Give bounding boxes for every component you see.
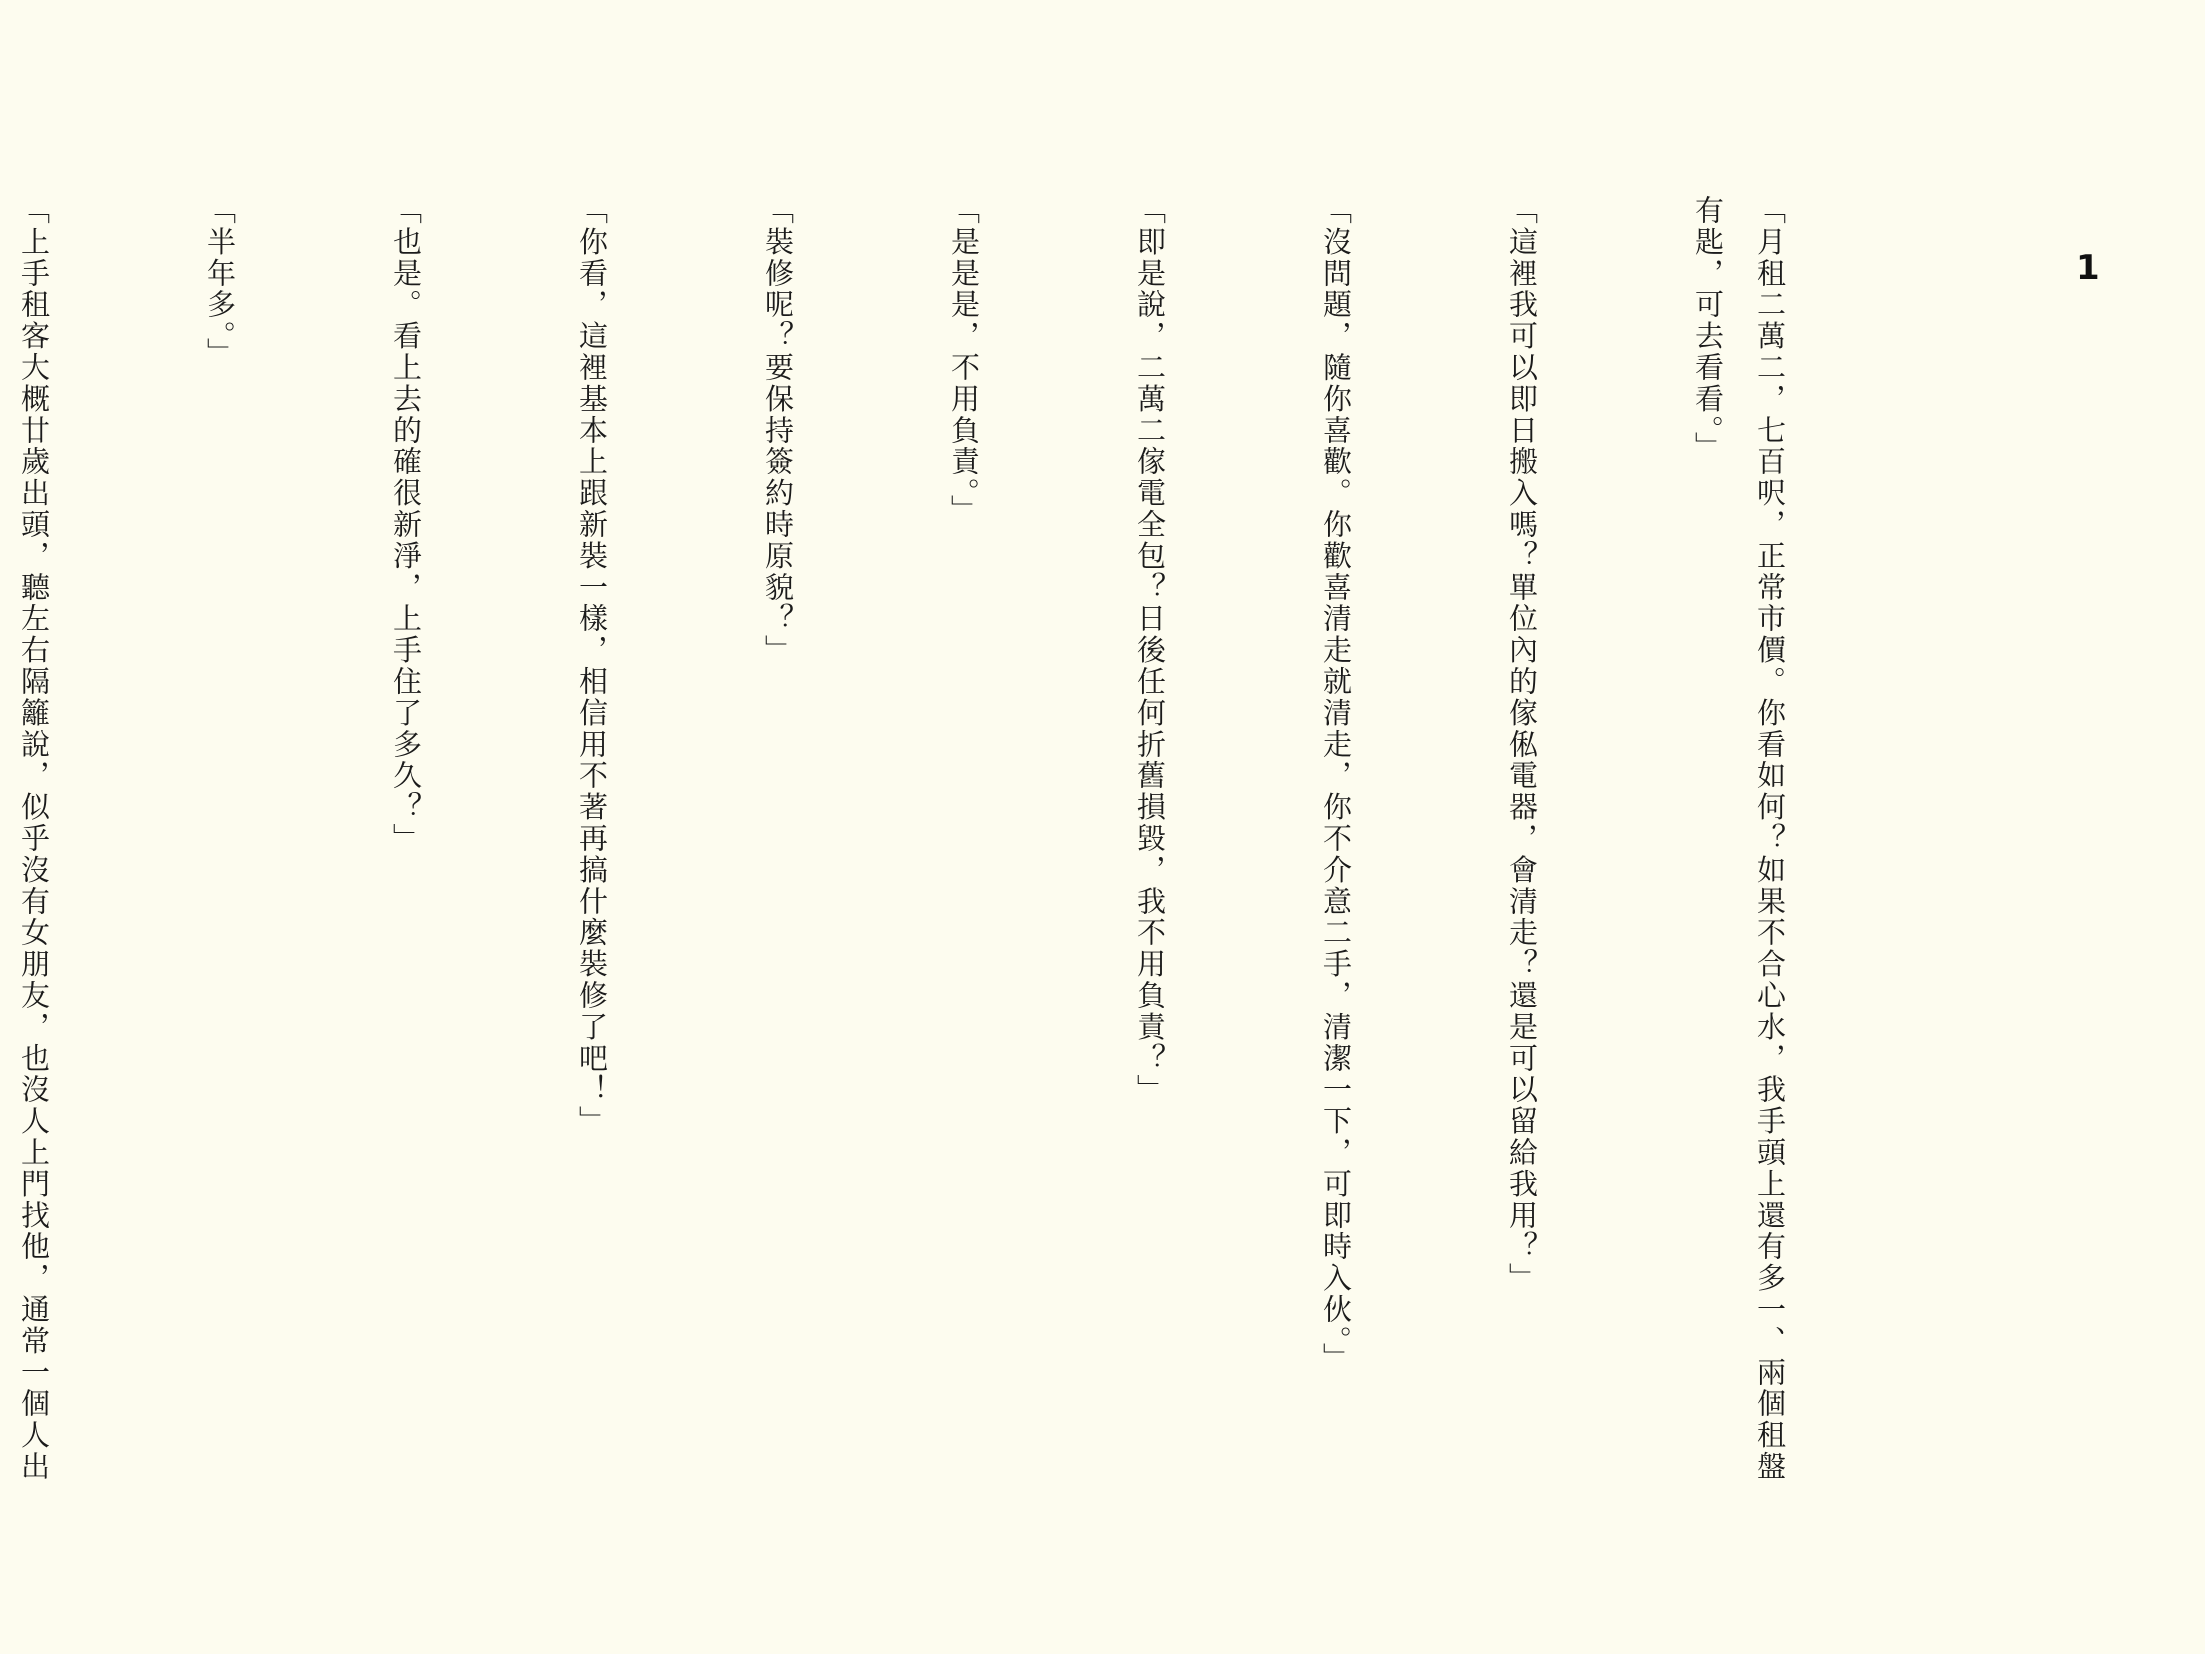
- paragraph: 「上手租客大概廿歲出頭，聽左右隔籬說，似乎沒有女朋友，也沒人上門找他，通常一個人出: [17, 195, 51, 1483]
- paragraph: 「這裡我可以即日搬入嗎？單位內的傢俬電器，會清走？還是可以留給我用？」: [1505, 195, 1539, 1294]
- paragraph: 「你看，這裡基本上跟新裝一樣，相信用不著再搞什麼裝修了吧！」: [575, 195, 609, 1137]
- paragraph: 「裝修呢？要保持簽約時原貌？」: [761, 195, 795, 666]
- paragraph: 「月租二萬二，七百呎，正常市價。你看如何？如果不合心水，我手頭上還有多一、兩個租盤有匙，可去看看。」: [1691, 195, 1787, 1483]
- paragraph: 「是是是，不用負責。」: [947, 195, 981, 526]
- page-number: 1: [2076, 248, 2100, 288]
- paragraph: 「半年多。」: [203, 195, 237, 369]
- vertical-text-body: [0, 195, 1925, 1490]
- paragraph: 「沒問題，隨你喜歡。你歡喜清走就清走，你不介意二手，清潔一下，可即時入伙。」: [1319, 195, 1353, 1374]
- paragraph: 「即是說，二萬二傢電全包？日後任何折舊損毀，我不用負責？」: [1133, 195, 1167, 1106]
- paragraph: 「也是。看上去的確很新淨，上手住了多久？」: [389, 195, 423, 855]
